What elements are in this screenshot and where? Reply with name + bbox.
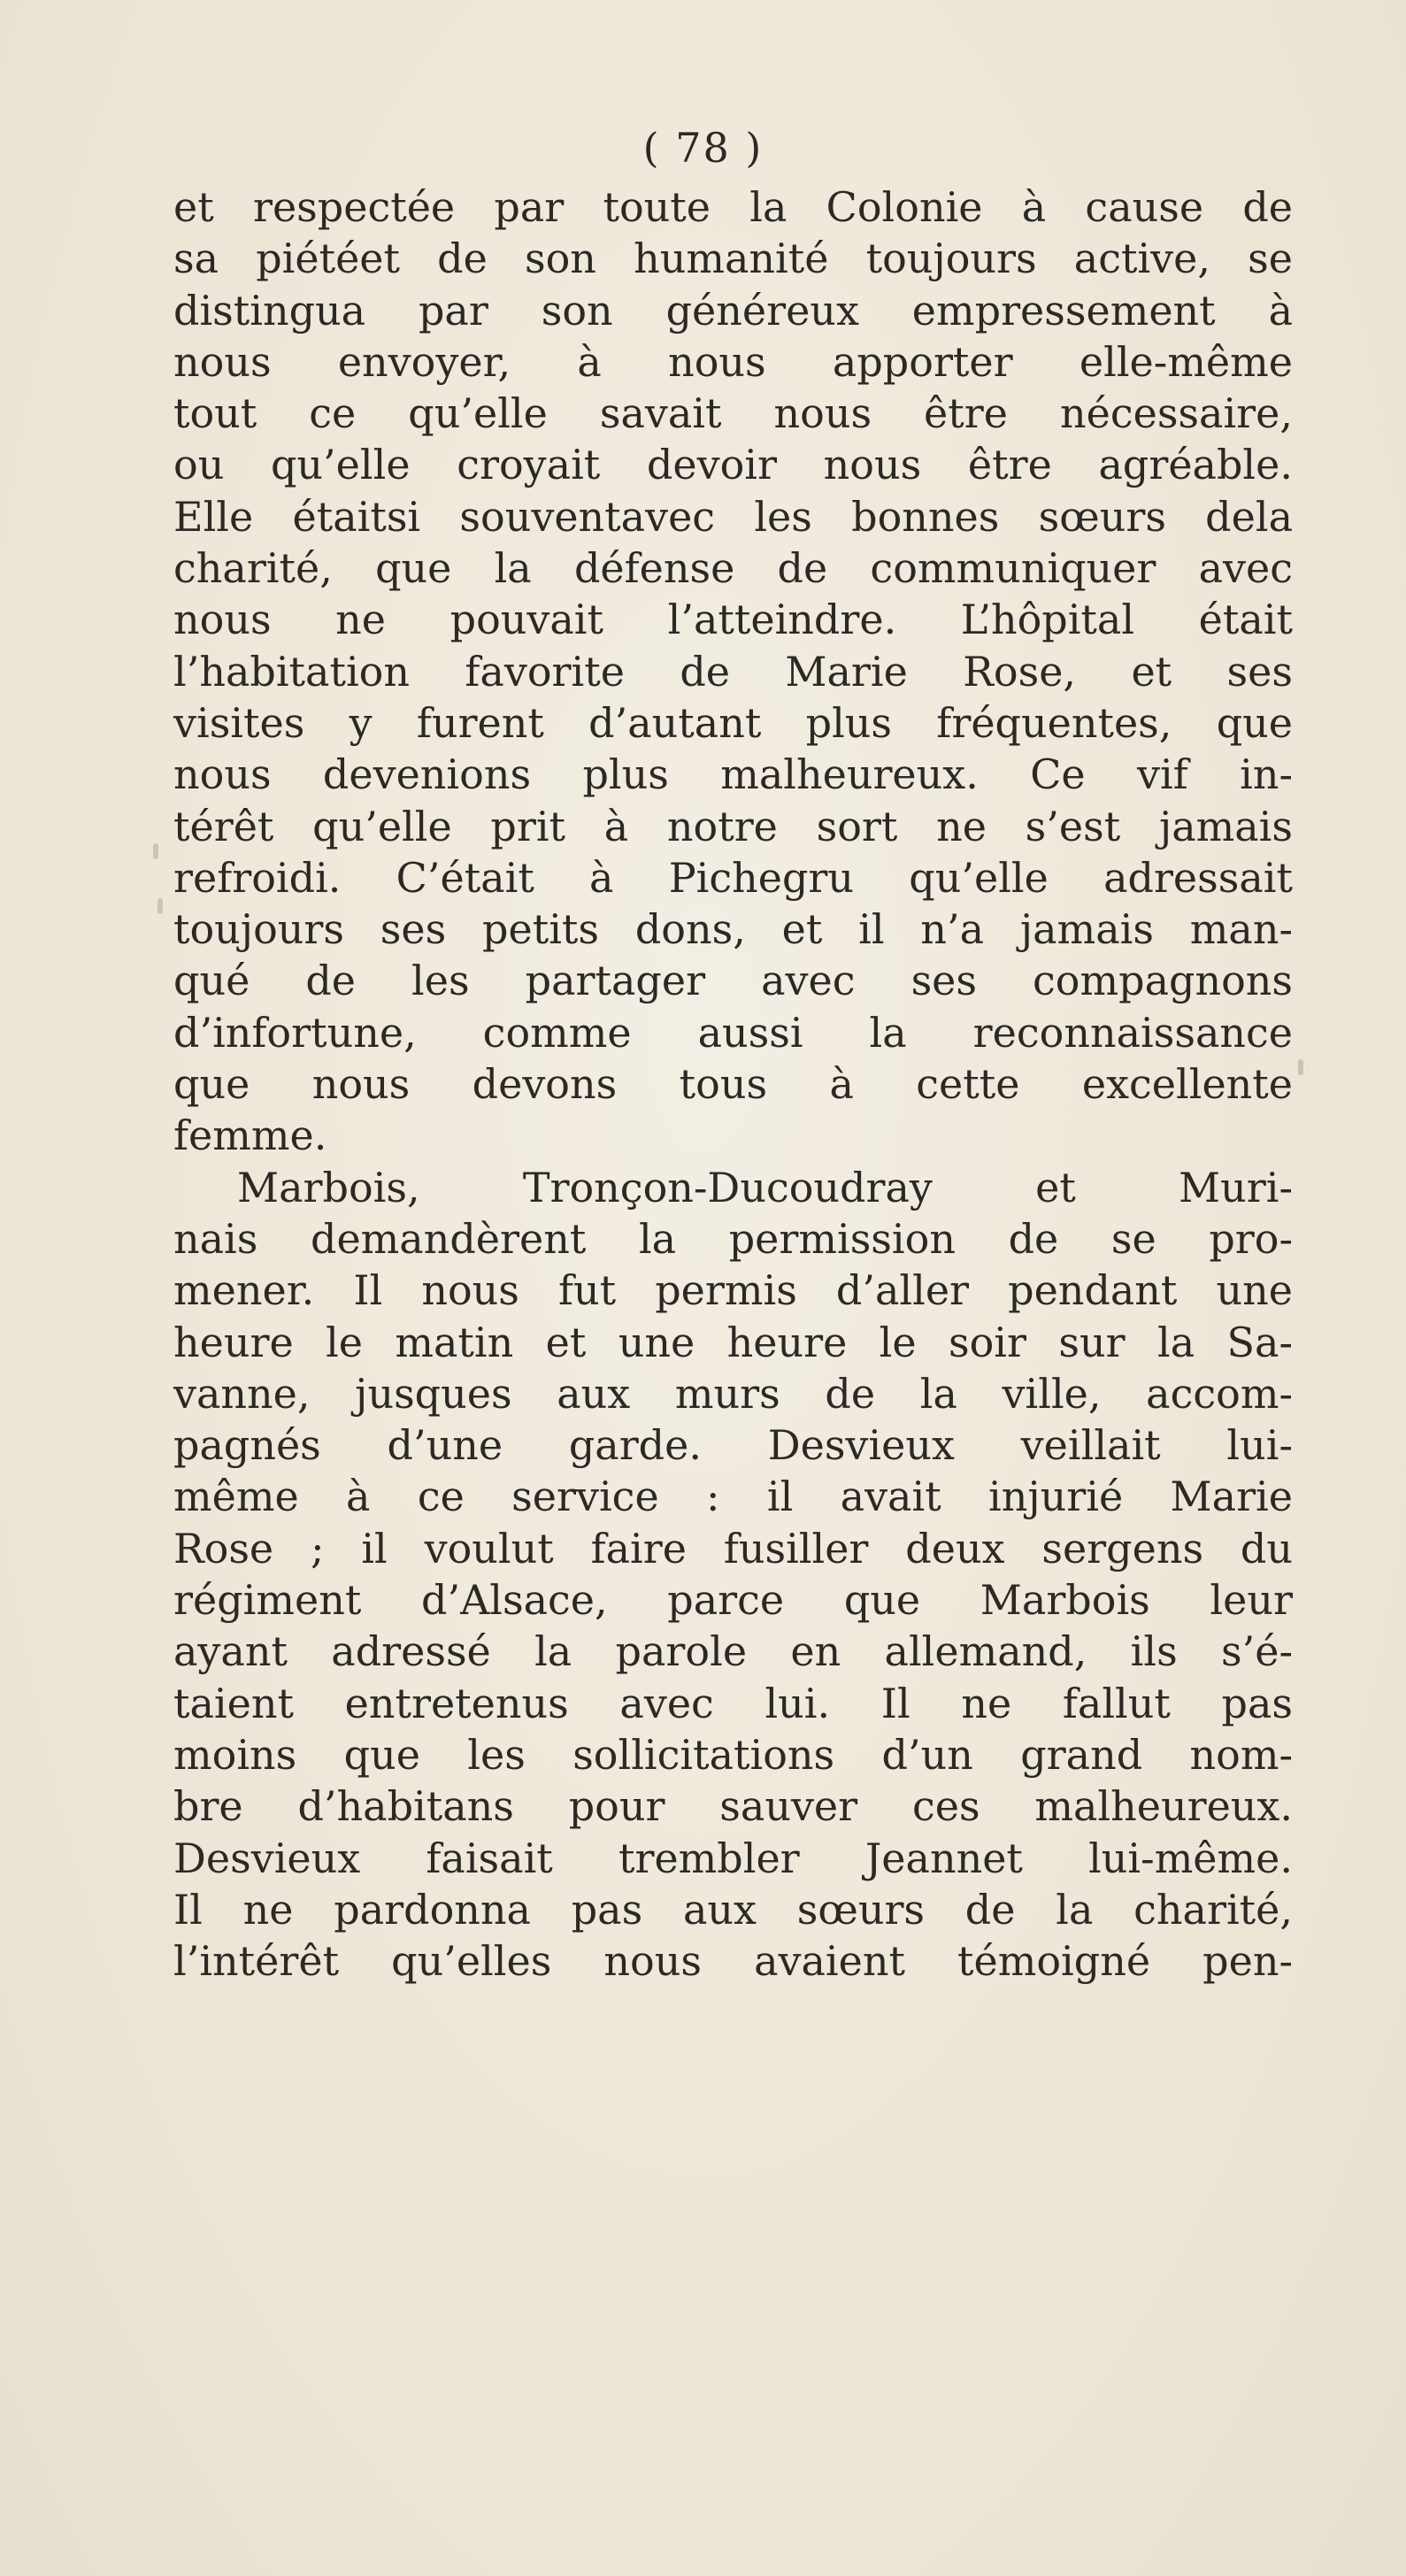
text-line: tout ce qu’elle savait nous être nécessaire,	[173, 389, 1293, 438]
text-line: pagnés d’une garde. Desvieux veillait lui-	[173, 1421, 1293, 1470]
text-line: bre d’habitans pour sauver ces malheureux.	[173, 1782, 1293, 1831]
print-smudge	[158, 898, 163, 914]
paragraph-end-line: femme.	[173, 1111, 327, 1160]
text-line: Elle étaitsi souventavec les bonnes sœurs dela	[173, 492, 1293, 541]
text-line: l’intérêt qu’elles nous avaient témoigné pen-	[173, 1937, 1293, 1986]
text-line: régiment d’Alsace, parce que Marbois leur	[173, 1576, 1293, 1625]
text-line: charité, que la défense de communiquer avec	[173, 544, 1293, 593]
text-line: nous devenions plus malheureux. Ce vif in-	[173, 750, 1293, 799]
text-line: Rose ; il voulut faire fusiller deux sergens du	[173, 1524, 1293, 1573]
text-line: nous envoyer, à nous apporter elle-même	[173, 337, 1293, 386]
text-line: et respectée par toute la Colonie à cause de	[173, 183, 1293, 231]
text-line: nous ne pouvait l’atteindre. L’hôpital était	[173, 596, 1293, 644]
text-line: sa piétéet de son humanité toujours active, se	[173, 235, 1293, 283]
text-line: refroidi. C’était à Pichegru qu’elle adressait	[173, 853, 1293, 902]
text-line: ou qu’elle croyait devoir nous être agréable.	[173, 441, 1293, 489]
paragraph-start-line: Marbois, Tronçon-Ducoudray et Muri-	[237, 1163, 1293, 1211]
text-line: distingua par son généreux empressement à	[173, 286, 1293, 334]
text-line: qué de les partager avec ses compagnons	[173, 957, 1293, 1005]
text-line: nais demandèrent la permission de se pro-	[173, 1214, 1293, 1263]
text-line: ayant adressé la parole en allemand, ils s’é-	[173, 1627, 1293, 1676]
text-line: d’infortune, comme aussi la reconnaissance	[173, 1008, 1293, 1057]
text-line: taient entretenus avec lui. Il ne fallut pas	[173, 1679, 1293, 1727]
body-text	[173, 181, 1293, 1987]
text-line: Desvieux faisait trembler Jeannet lui-même.	[173, 1834, 1293, 1882]
text-line: vanne, jusques aux murs de la ville, accom-	[173, 1369, 1293, 1418]
text-line: moins que les sollicitations d’un grand nom-	[173, 1730, 1293, 1779]
text-line: visites y furent d’autant plus fréquentes, que	[173, 698, 1293, 747]
text-line: toujours ses petits dons, et il n’a jamais man-	[173, 905, 1293, 954]
text-line: térêt qu’elle prit à notre sort ne s’est jamais	[173, 802, 1293, 850]
print-smudge	[153, 843, 158, 859]
text-line: mener. Il nous fut permis d’aller pendant une	[173, 1266, 1293, 1315]
text-line: heure le matin et une heure le soir sur la Sa-	[173, 1318, 1293, 1366]
text-line: que nous devons tous à cette excellente	[173, 1060, 1293, 1109]
text-line: Il ne pardonna pas aux sœurs de la charité,	[173, 1885, 1293, 1934]
page-number: ( 78 )	[642, 124, 764, 172]
print-smudge	[1298, 1059, 1303, 1075]
text-line: même à ce service : il avait injurié Marie	[173, 1473, 1293, 1521]
text-line: l’habitation favorite de Marie Rose, et ses	[173, 647, 1293, 696]
